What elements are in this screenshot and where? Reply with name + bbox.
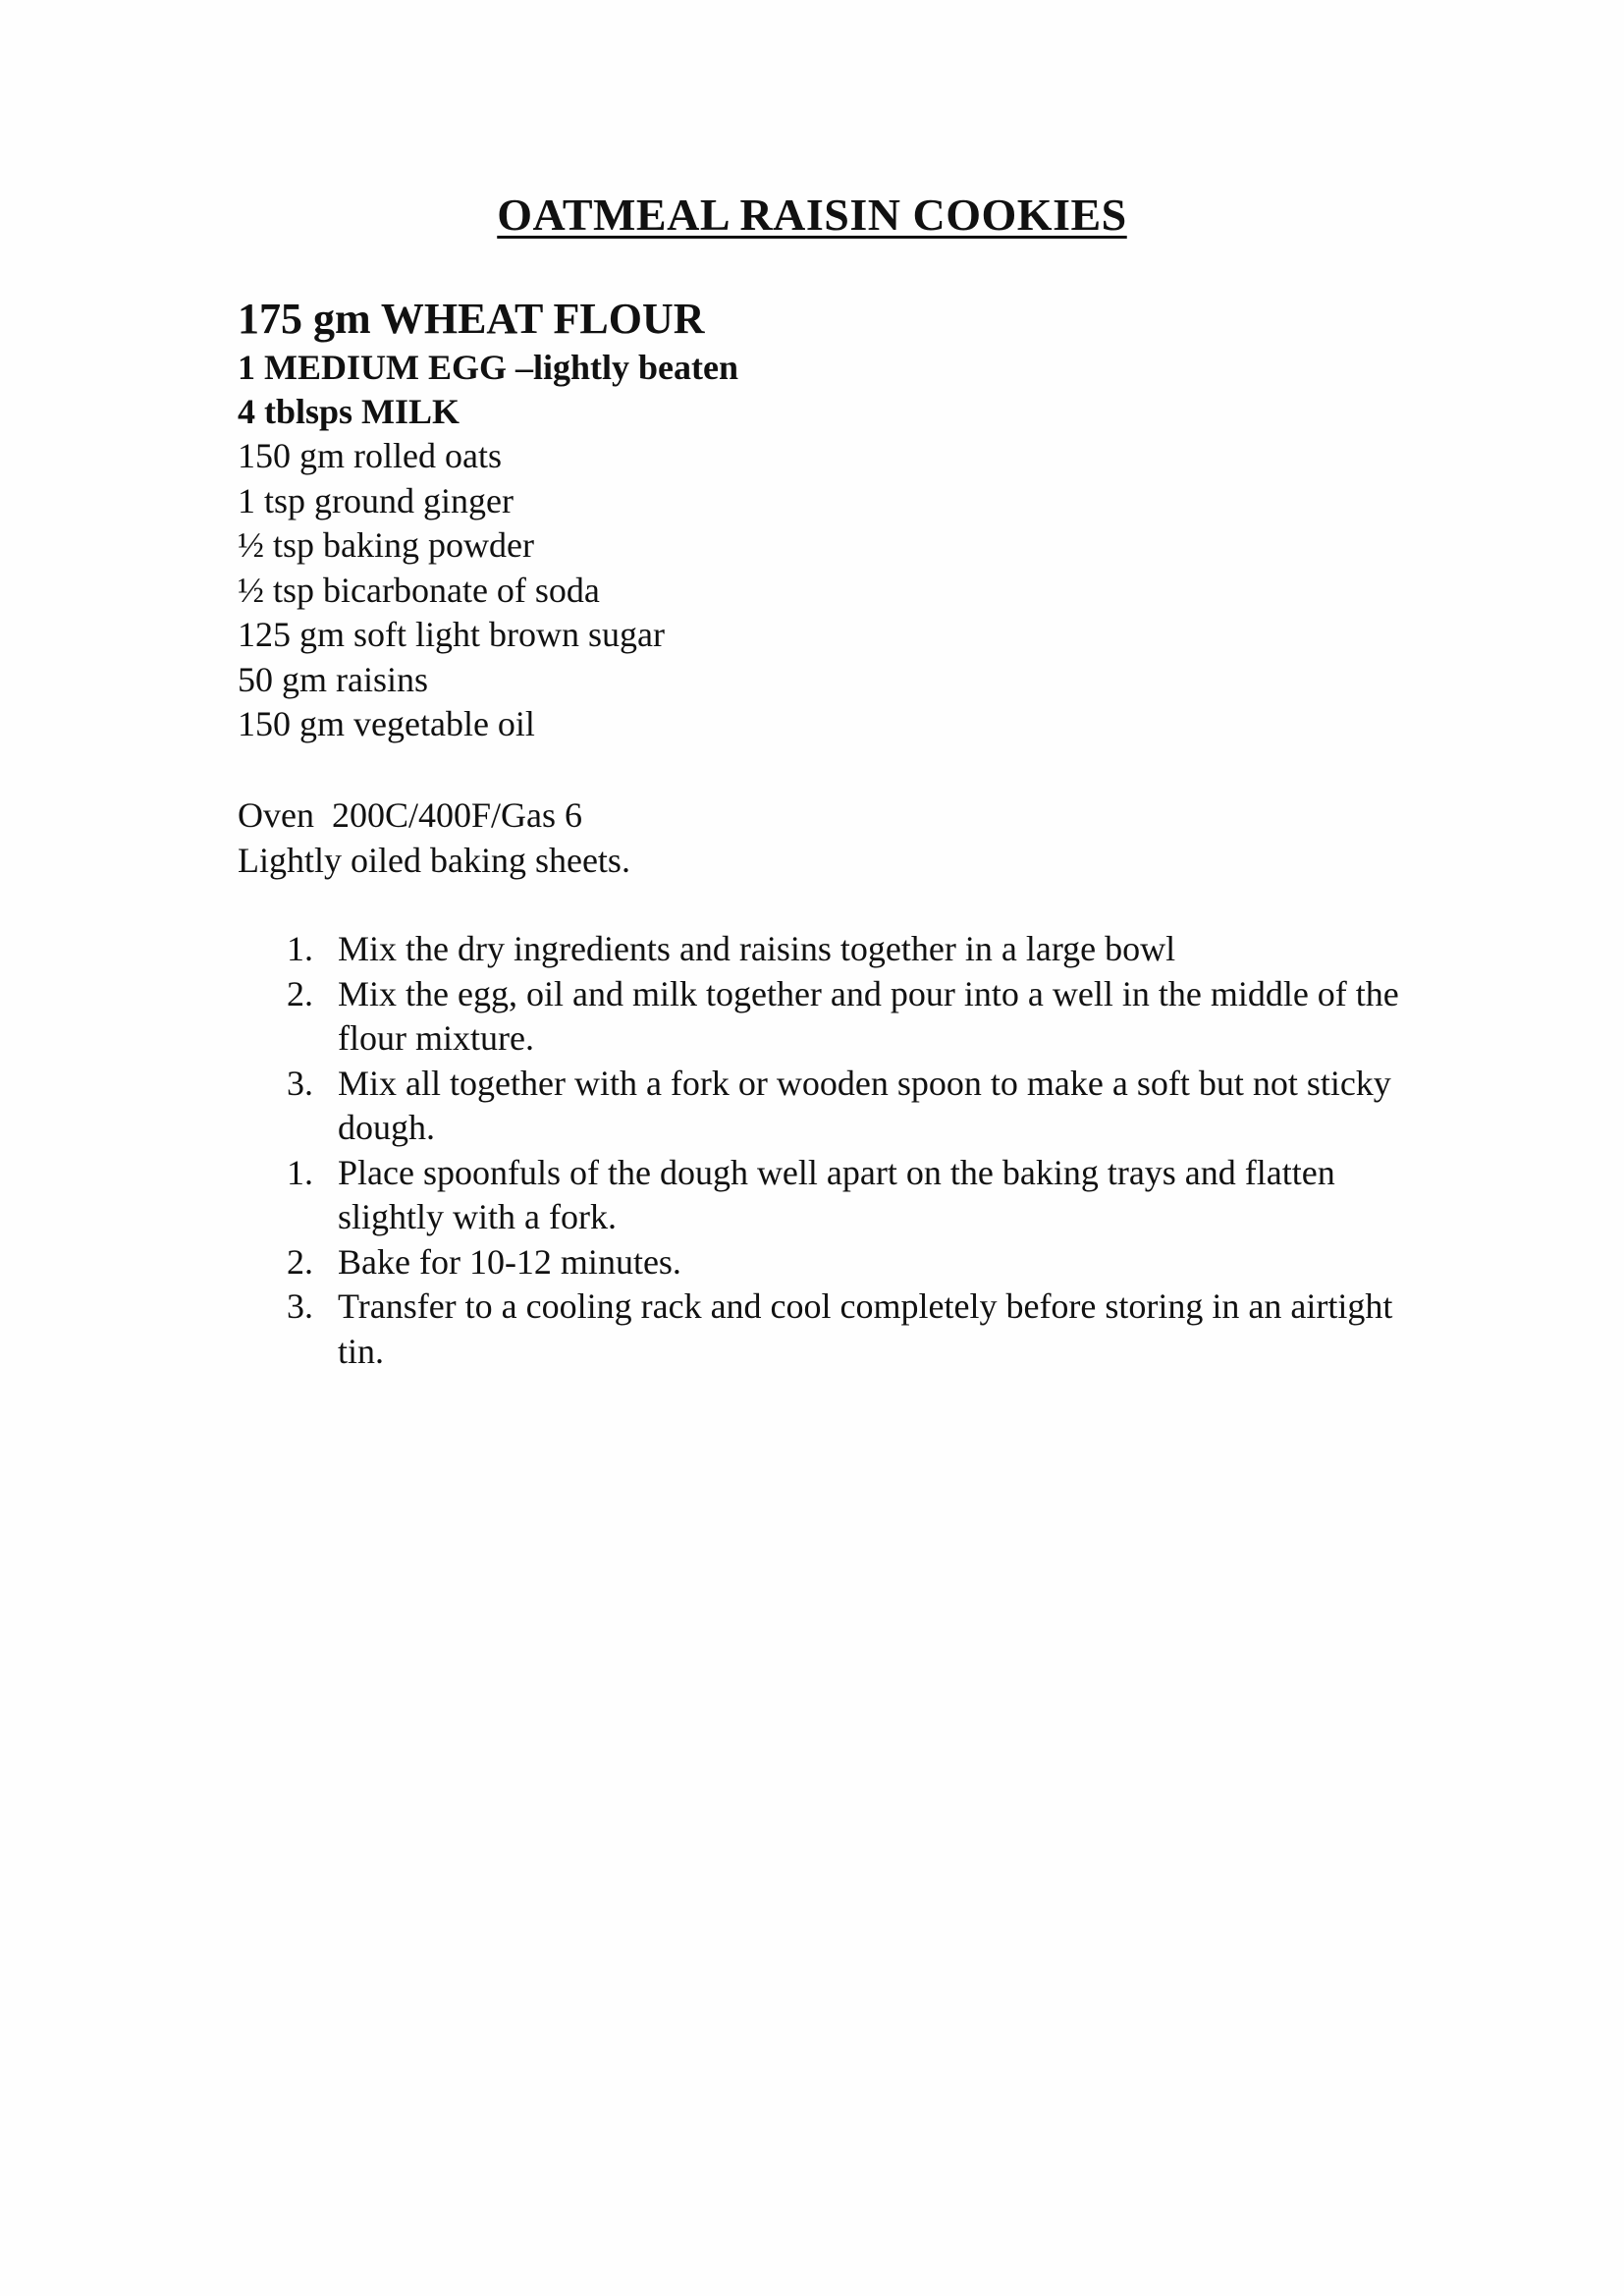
step-number: 1. bbox=[287, 1152, 313, 1192]
step-text: Mix the egg, oil and milk together and pour into a well in the middle of the flour mixture. bbox=[338, 973, 1399, 1058]
list-item bbox=[287, 972, 1416, 1062]
ingredient: ½ tsp baking powder bbox=[238, 525, 534, 565]
list-item bbox=[287, 1062, 1416, 1151]
list-item bbox=[287, 1240, 1416, 1285]
ingredient-main: 175 gm WHEAT FLOUR bbox=[238, 295, 705, 343]
ingredient: 150 gm rolled oats bbox=[238, 436, 502, 475]
list-item bbox=[287, 1285, 1416, 1374]
ingredient: 150 gm vegetable oil bbox=[238, 704, 535, 743]
ingredient-bold: 4 tblsps MILK bbox=[238, 392, 460, 431]
ingredient: ½ tsp bicarbonate of soda bbox=[238, 570, 600, 610]
step-number: 3. bbox=[287, 1286, 313, 1326]
ingredient-bold: 1 MEDIUM EGG –lightly beaten bbox=[238, 348, 738, 387]
step-text: Bake for 10-12 minutes. bbox=[338, 1241, 681, 1282]
step-text: Place spoonfuls of the dough well apart on the baking trays and flatten slightly with a fork. bbox=[338, 1152, 1335, 1236]
list-item bbox=[287, 1151, 1416, 1240]
method-steps bbox=[287, 927, 1416, 1374]
ingredient: 125 gm soft light brown sugar bbox=[238, 615, 665, 654]
step-text: Mix the dry ingredients and raisins together in a large bowl bbox=[338, 929, 1176, 968]
ingredient: 1 tsp ground ginger bbox=[238, 480, 514, 520]
ingredients-list bbox=[238, 293, 1416, 747]
step-number: 3. bbox=[287, 1063, 313, 1103]
step-text: Transfer to a cooling rack and cool completely before storing in an airtight tin. bbox=[338, 1286, 1393, 1371]
list-item bbox=[287, 927, 1416, 972]
ingredient: 50 gm raisins bbox=[238, 659, 428, 699]
oven-info bbox=[238, 793, 1416, 883]
step-number: 2. bbox=[287, 973, 313, 1013]
step-number: 2. bbox=[287, 1241, 313, 1282]
step-text: Mix all together with a fork or wooden spoon to make a soft but not sticky dough. bbox=[338, 1063, 1391, 1147]
baking-sheets-note: Lightly oiled baking sheets. bbox=[238, 840, 630, 880]
page-title: OATMEAL RAISIN COOKIES bbox=[497, 190, 1127, 240]
step-number: 1. bbox=[287, 929, 313, 968]
oven-temperature: Oven 200C/400F/Gas 6 bbox=[238, 795, 582, 835]
